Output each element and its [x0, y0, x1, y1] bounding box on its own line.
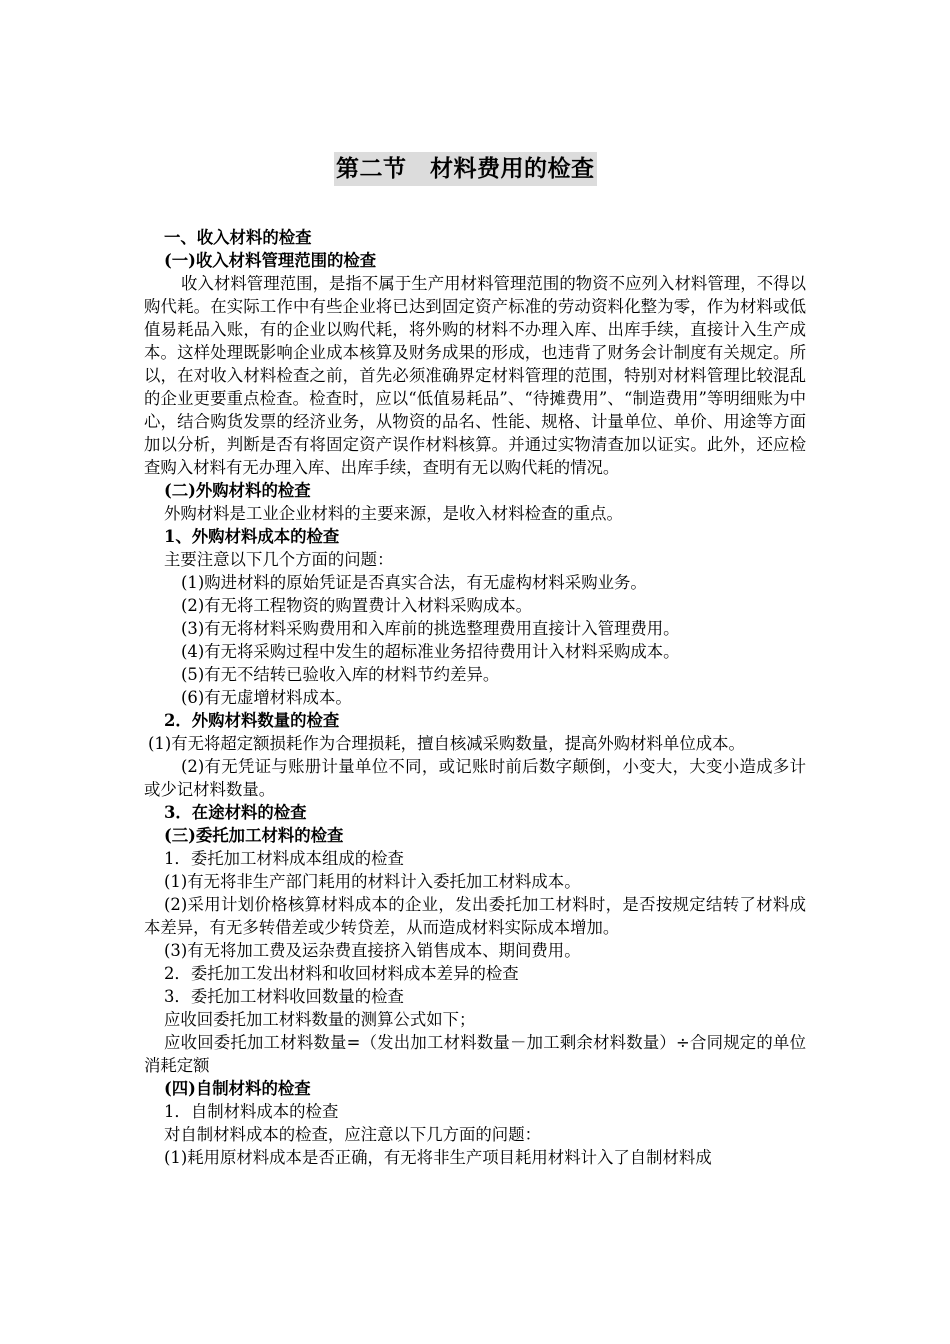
list-item: (5)有无不结转已验收入库的材料节约差异。	[181, 665, 500, 684]
list-item: (2)采用计划价格核算材料成本的企业，发出委托加工材料时，是否按规定结转了材料成本差异，有无多转借差或少转贷差，从而造成材料实际成本增加。	[144, 895, 806, 937]
subheading: (一)收入材料管理范围的检查	[164, 251, 377, 270]
paragraph: 外购材料是工业企业材料的主要来源，是收入材料检查的重点。	[164, 504, 623, 523]
paragraph: 1．委托加工材料成本组成的检查	[164, 849, 404, 868]
subheading: 3．在途材料的检查	[164, 803, 307, 822]
paragraph: 1．自制材料成本的检查	[164, 1102, 339, 1121]
subheading: (二)外购材料的检查	[164, 481, 311, 500]
list-item: (3)有无将加工费及运杂费直接挤入销售成本、期间费用。	[164, 941, 581, 960]
section-title: 第二节 材料费用的检查	[334, 152, 597, 186]
heading-1: 一、收入材料的检查	[164, 228, 312, 247]
list-item: (3)有无将材料采购费用和入库前的挑选整理费用直接计入管理费用。	[181, 619, 680, 638]
formula: 应收回委托加工材料数量=（发出加工材料数量－加工剩余材料数量）÷合同规定的单位消耗定额	[144, 1033, 806, 1075]
paragraph: 收入材料管理范围，是指不属于生产用材料管理范围的物资不应列入材料管理，不得以购代耗。在实际工作中有些企业将已达到固定资产标准的劳动资料化整为零，作为材料或低值易耗品入账，有的企业以购代耗，将外购的材料不办理入库、出库手续，直接计入生产成本。这样处理既影响企业成本核算及财务成果的形成，也违背了财务会计制度有关规定。所以，在对收入材料检查之前，首先必须准确界定材料管理的范围，特别对材料管理比较混乱的企业更要重点检查。检查时，应以“低值易耗品”、“待摊费用”、“制造费用”等明细账为中心，结合购货发票的经济业务，从物资的品名、性能、规格、计量单位、单价、用途等方面加以分析，判断是否有将固定资产误作材料核算。并通过实物清查加以证实。此外，还应检查购入材料有无办理入库、出库手续，查明有无以购代耗的情况。	[144, 274, 806, 477]
paragraph: 3．委托加工材料收回数量的检查	[164, 987, 404, 1006]
list-item: (4)有无将采购过程中发生的超标准业务招待费用计入材料采购成本。	[181, 642, 680, 661]
subheading: 2．外购材料数量的检查	[164, 711, 340, 730]
paragraph: 2．委托加工发出材料和收回材料成本差异的检查	[164, 964, 519, 983]
list-item: (2)有无凭证与账册计量单位不同，或记账时前后数字颠倒，小变大，大变小造成多计或少记材料数量。	[144, 757, 806, 799]
paragraph: 对自制材料成本的检查，应注意以下几方面的问题：	[164, 1125, 541, 1144]
list-item: (1)购进材料的原始凭证是否真实合法，有无虚构材料采购业务。	[181, 573, 647, 592]
paragraph: 应收回委托加工材料数量的测算公式如下；	[164, 1010, 476, 1029]
list-item: (1)耗用原材料成本是否正确，有无将非生产项目耗用材料计入了自制材料成	[164, 1148, 712, 1167]
subheading: (三)委托加工材料的检查	[164, 826, 344, 845]
list-item: (6)有无虚增材料成本。	[181, 688, 352, 707]
list-item: (1)有无将超定额损耗作为合理损耗，擅自核减采购数量，提高外购材料单位成本。	[148, 734, 745, 753]
list-item: (1)有无将非生产部门耗用的材料计入委托加工材料成本。	[164, 872, 581, 891]
subheading: 1、外购材料成本的检查	[164, 527, 340, 546]
document-body	[144, 226, 806, 1169]
paragraph: 主要注意以下几个方面的问题：	[164, 550, 394, 569]
list-item: (2)有无将工程物资的购置费计入材料采购成本。	[181, 596, 533, 615]
subheading: (四)自制材料的检查	[164, 1079, 311, 1098]
